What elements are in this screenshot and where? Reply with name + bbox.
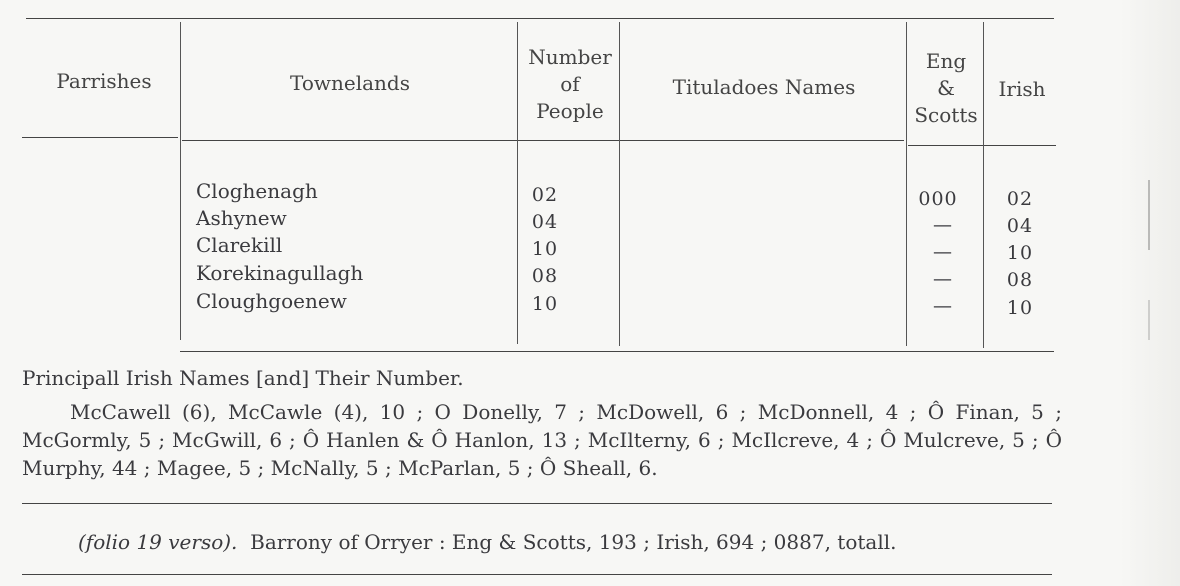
col-divider-parishes — [180, 22, 181, 340]
header-number-line-3: People — [536, 99, 604, 123]
eng-cell: — — [933, 295, 953, 317]
number-cell: 08 — [531, 265, 559, 287]
header-rule-left — [22, 137, 178, 138]
eng-cell: — — [933, 268, 953, 290]
folio-reference: (folio 19 verso). — [78, 530, 238, 554]
barony-totals: Barrony of Orryer : Eng & Scotts, 193 ; Irish, 694 ; 0887, totall. — [250, 530, 897, 554]
header-irish: Irish — [998, 77, 1046, 101]
table-bottom-rule — [180, 351, 1054, 352]
scan-edge-mark — [1148, 300, 1150, 340]
col-divider-tituladoes — [906, 22, 907, 346]
header-rule-right — [908, 145, 1056, 146]
table-top-rule — [26, 18, 1054, 19]
townland-cell: Clarekill — [196, 233, 283, 257]
header-eng-line-3: Scotts — [914, 103, 978, 127]
header-number — [520, 44, 620, 125]
irish-cell: 02 — [1006, 188, 1034, 210]
header-number-line-1: Number — [528, 45, 612, 69]
header-number-line-2: of — [560, 72, 580, 96]
scan-page-edge — [1120, 0, 1180, 586]
number-cell: 04 — [531, 211, 559, 233]
page-bottom-rule — [22, 574, 1052, 575]
eng-cell: — — [933, 214, 953, 236]
irish-cell: 08 — [1006, 269, 1034, 291]
names-bottom-rule — [22, 503, 1052, 504]
eng-cell: — — [933, 241, 953, 263]
number-cell: 02 — [531, 184, 559, 206]
townland-cell: Ashynew — [196, 206, 287, 230]
irish-cell: 10 — [1006, 242, 1034, 264]
header-tituladoes: Tituladoes Names — [672, 75, 856, 99]
principal-names-list: McCawell (6), McCawle (4), 10 ; O Donelly, 7 ; McDowell, 6 ; McDonnell, 4 ; Ô Finan, 5 ; McGormly, 5 ; McGwill, 6 ; Ô Hanlen & Ô Hanlon, 13 ; McIlterny, 6 ; McIlcreve, 4 ; Ô Mulcreve, 5 ; Ô Murphy, 44 ; Magee, 5 ; McNally, 5 ; McParlan, 5 ; Ô Sheall, 6. — [22, 400, 1062, 480]
principal-names-title: Principall Irish Names [and] Their Number. — [22, 366, 464, 390]
townland-cell: Cloughgoenew — [196, 289, 347, 313]
folio-summary — [78, 530, 896, 554]
header-parishes: Parrishes — [56, 69, 152, 93]
header-townlands: Townelands — [290, 71, 410, 95]
irish-cell: 04 — [1006, 215, 1034, 237]
townland-cell: Korekinagullagh — [196, 261, 364, 285]
eng-cell: 000 — [918, 188, 958, 210]
header-rule-main — [182, 140, 904, 141]
header-eng-line-2: & — [937, 76, 955, 100]
number-cell: 10 — [531, 238, 559, 260]
irish-cell: 10 — [1006, 297, 1034, 319]
number-cell: 10 — [531, 293, 559, 315]
townland-cell: Cloghenagh — [196, 179, 318, 203]
scan-edge-mark — [1148, 180, 1150, 250]
header-eng-scotts — [908, 48, 984, 129]
header-eng-line-1: Eng — [925, 49, 967, 73]
